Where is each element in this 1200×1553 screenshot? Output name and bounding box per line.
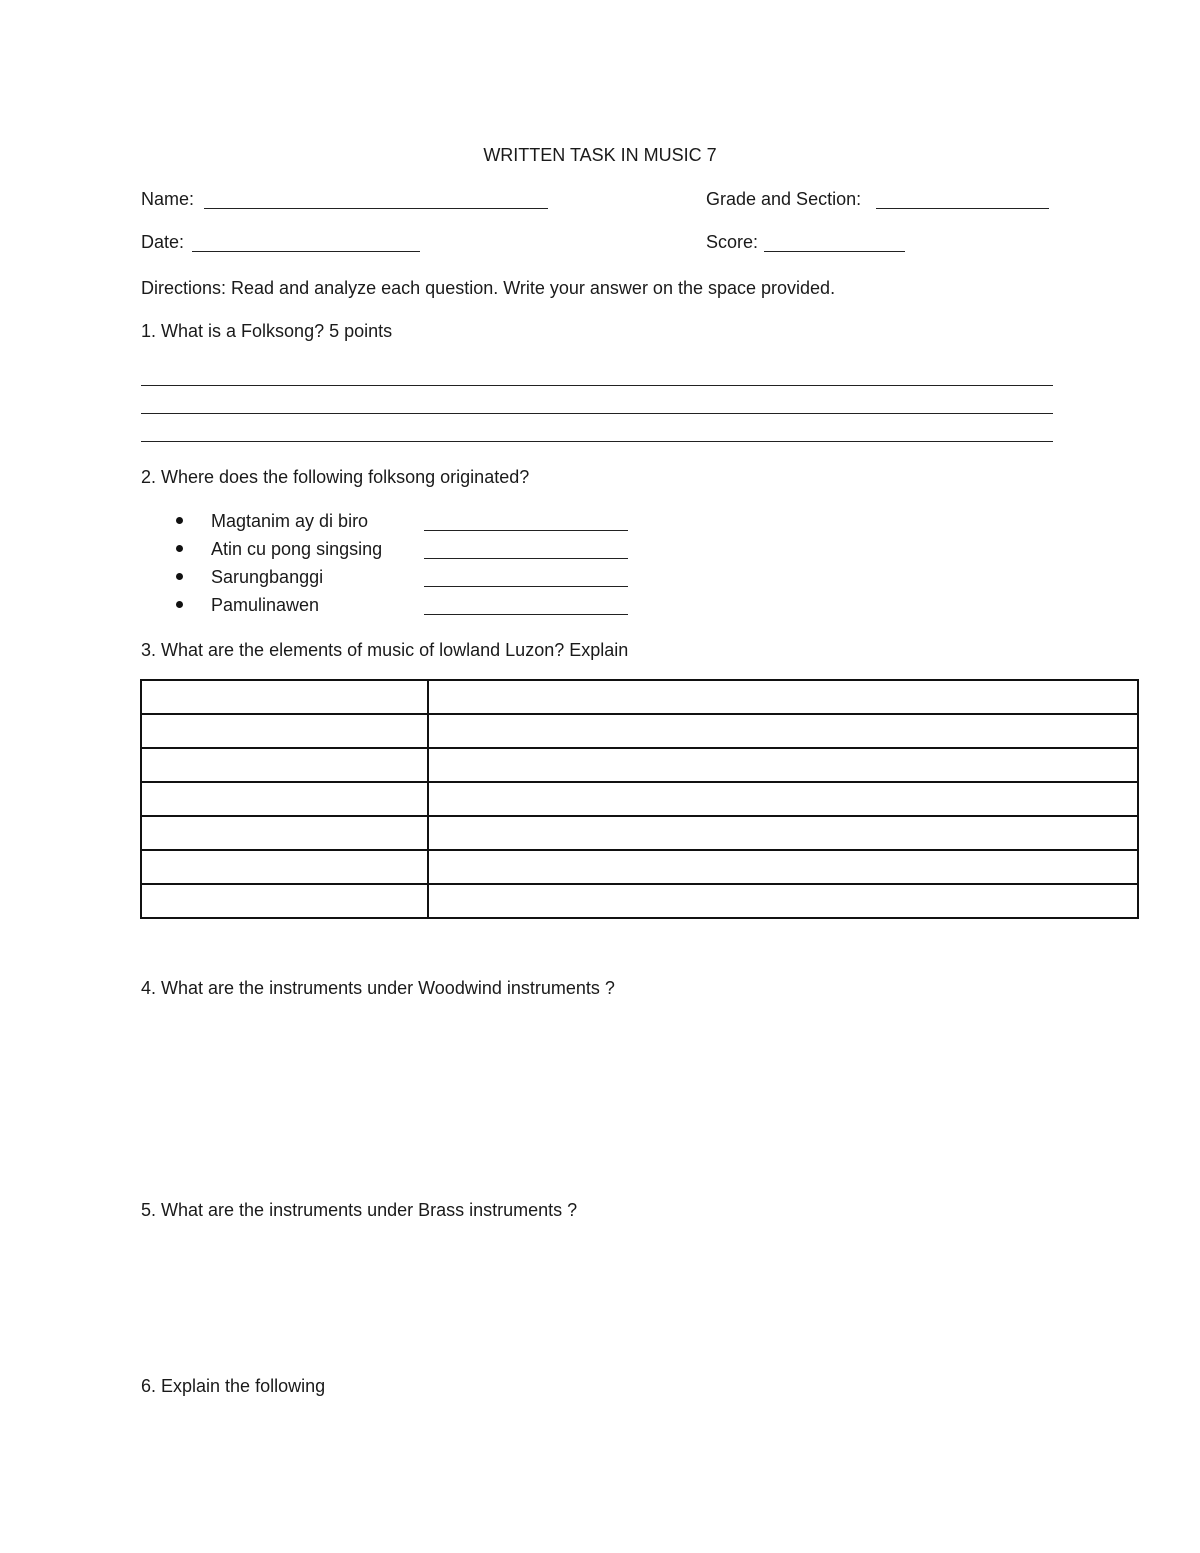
element-cell[interactable] — [141, 884, 428, 918]
element-cell[interactable] — [141, 816, 428, 850]
answer-line-1[interactable] — [141, 385, 1053, 386]
directions: Directions: Read and analyze each question. Write your answer on the space provided. — [141, 278, 836, 298]
element-cell[interactable] — [141, 714, 428, 748]
explanation-cell[interactable] — [428, 884, 1138, 918]
folksong-answer-field[interactable] — [424, 586, 628, 587]
date-field[interactable] — [192, 251, 420, 252]
folksong-item: Atin cu pong singsing — [211, 539, 383, 559]
score-label: Score: — [706, 232, 759, 252]
folksong-item: Pamulinawen — [211, 595, 320, 615]
folksong-answer-field[interactable] — [424, 558, 628, 559]
elements-table — [140, 679, 1139, 919]
table-row — [141, 714, 1138, 748]
table-row — [141, 884, 1138, 918]
score-field[interactable] — [764, 251, 905, 252]
table-row — [141, 680, 1138, 714]
question-3: 3. What are the elements of music of lowland Luzon? Explain — [141, 640, 629, 660]
name-field[interactable] — [204, 208, 548, 209]
explanation-cell[interactable] — [428, 680, 1138, 714]
grade-section-field[interactable] — [876, 208, 1049, 209]
explanation-cell[interactable] — [428, 714, 1138, 748]
worksheet-title: WRITTEN TASK IN MUSIC 7 — [483, 145, 717, 165]
bullet-icon — [176, 573, 183, 580]
table-row — [141, 748, 1138, 782]
folksong-answer-field[interactable] — [424, 530, 628, 531]
element-cell[interactable] — [141, 782, 428, 816]
question-6: 6. Explain the following — [141, 1376, 326, 1396]
element-cell[interactable] — [141, 850, 428, 884]
bullet-icon — [176, 545, 183, 552]
element-cell[interactable] — [141, 680, 428, 714]
date-label: Date: — [141, 232, 185, 252]
question-1: 1. What is a Folksong? 5 points — [141, 321, 393, 341]
element-cell[interactable] — [141, 748, 428, 782]
question-5: 5. What are the instruments under Brass instruments ? — [141, 1200, 578, 1220]
explanation-cell[interactable] — [428, 816, 1138, 850]
question-4: 4. What are the instruments under Woodwind instruments ? — [141, 978, 615, 998]
folksong-item: Magtanim ay di biro — [211, 511, 369, 531]
bullet-icon — [176, 517, 183, 524]
answer-line-2[interactable] — [141, 413, 1053, 414]
folksong-item: Sarungbanggi — [211, 567, 324, 587]
folksong-answer-field[interactable] — [424, 614, 628, 615]
bullet-icon — [176, 601, 183, 608]
answer-line-3[interactable] — [141, 441, 1053, 442]
grade-section-label: Grade and Section: — [706, 189, 862, 209]
question-2: 2. Where does the following folksong originated? — [141, 467, 530, 487]
table-row — [141, 850, 1138, 884]
table-row — [141, 816, 1138, 850]
explanation-cell[interactable] — [428, 748, 1138, 782]
table-row — [141, 782, 1138, 816]
explanation-cell[interactable] — [428, 782, 1138, 816]
name-label: Name: — [141, 189, 195, 209]
explanation-cell[interactable] — [428, 850, 1138, 884]
